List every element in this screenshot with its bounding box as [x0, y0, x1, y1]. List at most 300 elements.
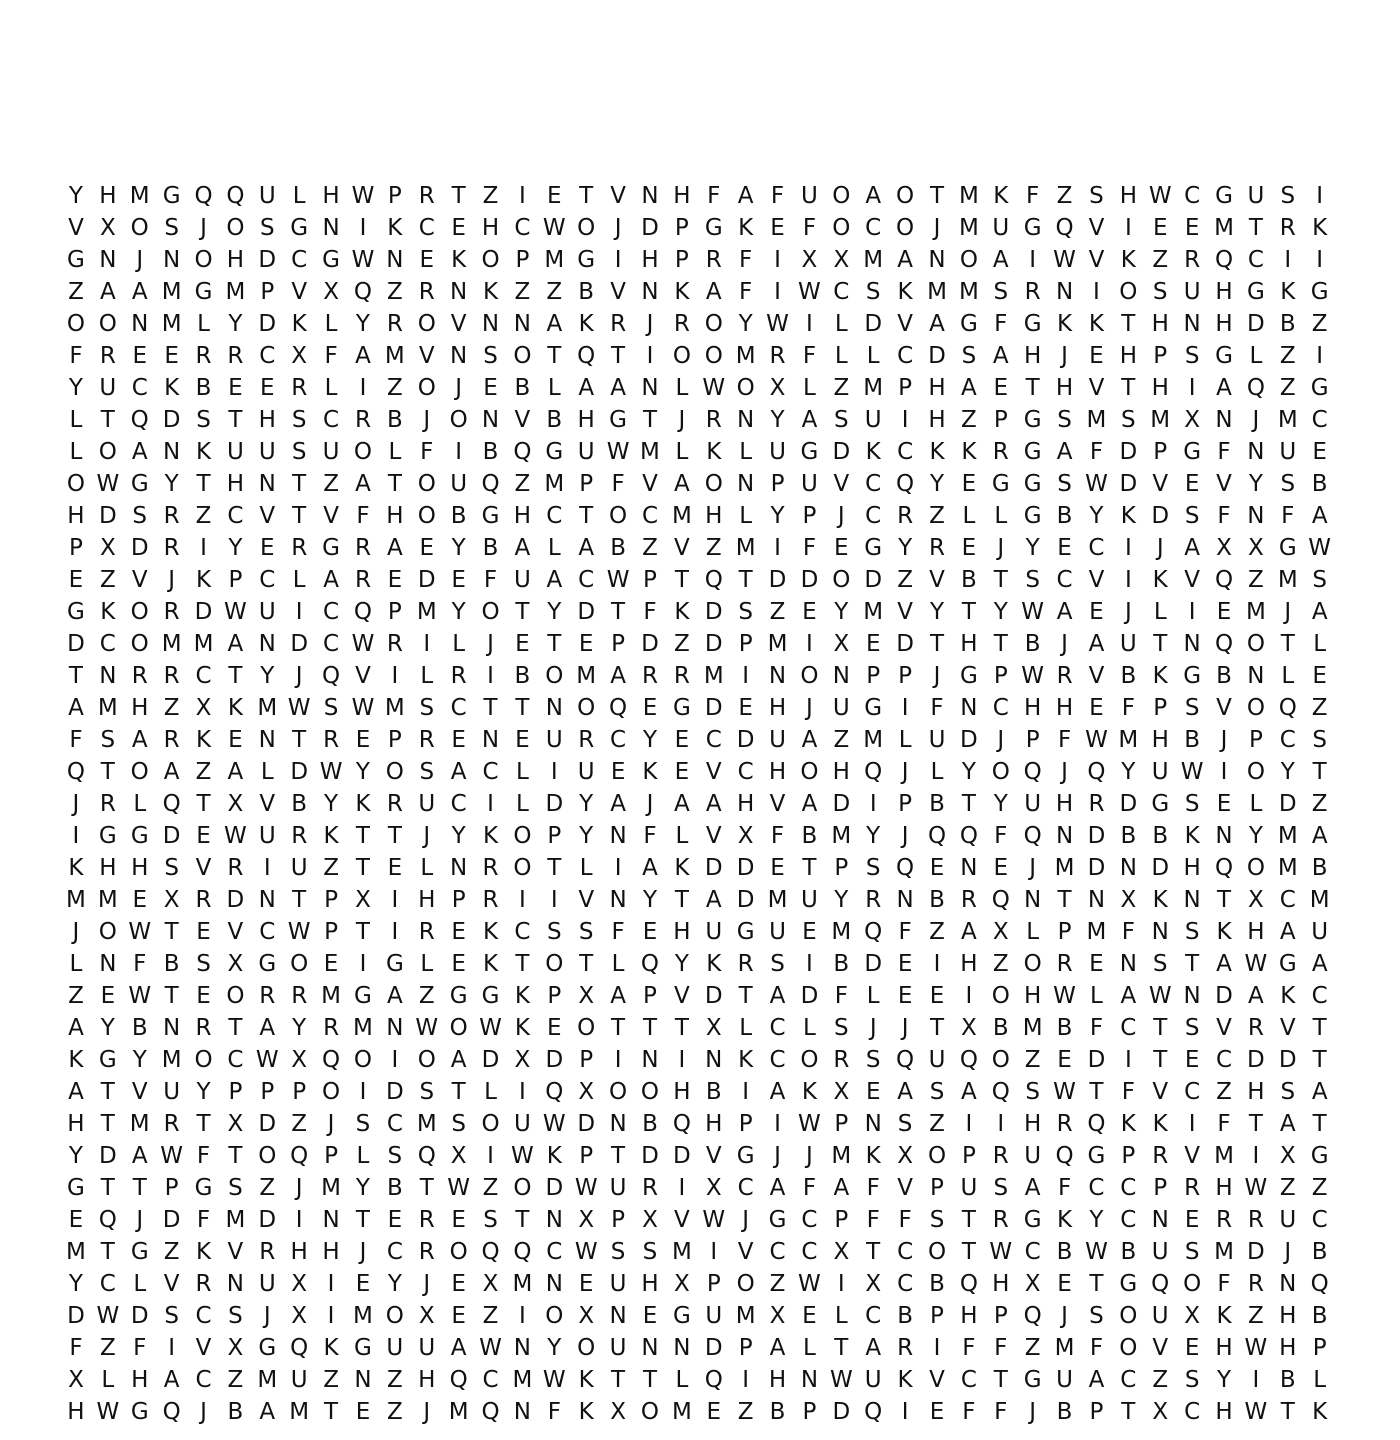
- grid-letter[interactable]: A: [1216, 375, 1232, 401]
- grid-letter[interactable]: H: [1183, 855, 1201, 881]
- grid-letter[interactable]: S: [1025, 567, 1040, 593]
- grid-letter[interactable]: O: [1119, 1303, 1138, 1329]
- grid-letter[interactable]: W: [1021, 599, 1045, 625]
- grid-letter[interactable]: O: [577, 695, 596, 721]
- grid-letter[interactable]: P: [993, 1303, 1008, 1329]
- grid-letter[interactable]: E: [642, 919, 658, 945]
- grid-letter[interactable]: H: [832, 759, 850, 785]
- grid-letter[interactable]: Q: [1214, 567, 1234, 593]
- grid-letter[interactable]: K: [674, 279, 690, 305]
- grid-letter[interactable]: W: [1148, 983, 1172, 1009]
- grid-letter[interactable]: W: [1244, 1175, 1268, 1201]
- grid-letter[interactable]: Y: [196, 1079, 211, 1105]
- grid-letter[interactable]: W: [798, 1111, 821, 1137]
- grid-letter[interactable]: E: [802, 919, 817, 945]
- grid-letter[interactable]: P: [260, 279, 275, 305]
- grid-letter[interactable]: S: [196, 951, 211, 977]
- grid-letter[interactable]: J: [136, 247, 144, 273]
- grid-letter[interactable]: A: [131, 727, 148, 753]
- grid-letter[interactable]: N: [322, 1207, 340, 1233]
- grid-letter[interactable]: W: [606, 439, 630, 465]
- grid-letter[interactable]: H: [1247, 1079, 1265, 1105]
- grid-letter[interactable]: H: [1151, 311, 1169, 337]
- grid-letter[interactable]: I: [519, 183, 526, 209]
- grid-letter[interactable]: L: [324, 311, 338, 337]
- grid-letter[interactable]: S: [483, 343, 498, 369]
- grid-letter[interactable]: Z: [323, 855, 339, 881]
- grid-letter[interactable]: X: [992, 919, 1009, 945]
- grid-letter[interactable]: K: [1057, 1207, 1073, 1233]
- grid-letter[interactable]: V: [195, 855, 212, 881]
- grid-letter[interactable]: Q: [704, 1367, 723, 1393]
- grid-letter[interactable]: L: [803, 1335, 816, 1361]
- grid-letter[interactable]: T: [355, 823, 370, 849]
- grid-letter[interactable]: B: [897, 1303, 913, 1329]
- grid-letter[interactable]: L: [994, 503, 1008, 529]
- grid-letter[interactable]: W: [479, 1335, 502, 1361]
- grid-letter[interactable]: M: [257, 695, 278, 721]
- grid-letter[interactable]: G: [768, 1207, 787, 1233]
- grid-letter[interactable]: V: [1152, 1079, 1169, 1105]
- grid-letter[interactable]: R: [163, 663, 180, 689]
- grid-letter[interactable]: C: [1184, 1399, 1201, 1425]
- grid-letter[interactable]: G: [1246, 279, 1265, 305]
- grid-letter[interactable]: T: [451, 1079, 466, 1105]
- grid-letter[interactable]: T: [929, 1015, 945, 1041]
- grid-letter[interactable]: Y: [866, 823, 881, 849]
- grid-letter[interactable]: N: [896, 887, 914, 913]
- grid-letter[interactable]: X: [897, 1143, 913, 1169]
- grid-letter[interactable]: H: [960, 631, 978, 657]
- grid-letter[interactable]: R: [1056, 951, 1073, 977]
- grid-letter[interactable]: C: [418, 215, 435, 241]
- grid-letter[interactable]: O: [385, 759, 404, 785]
- grid-letter[interactable]: M: [1086, 919, 1107, 945]
- grid-letter[interactable]: D: [1151, 855, 1170, 881]
- grid-letter[interactable]: I: [806, 951, 813, 977]
- grid-letter[interactable]: J: [200, 215, 207, 241]
- grid-letter[interactable]: I: [1093, 279, 1100, 305]
- grid-letter[interactable]: D: [385, 1079, 404, 1105]
- grid-letter[interactable]: O: [704, 471, 723, 497]
- grid-letter[interactable]: Q: [1087, 759, 1106, 785]
- grid-letter[interactable]: A: [642, 855, 658, 881]
- grid-letter[interactable]: Q: [1278, 695, 1297, 721]
- grid-letter[interactable]: Q: [1023, 759, 1042, 785]
- grid-letter[interactable]: F: [611, 919, 625, 945]
- grid-letter[interactable]: E: [674, 727, 690, 753]
- grid-letter[interactable]: O: [1246, 759, 1265, 785]
- grid-letter[interactable]: A: [674, 791, 690, 817]
- grid-letter[interactable]: H: [1215, 1335, 1233, 1361]
- grid-letter[interactable]: I: [806, 631, 813, 657]
- grid-letter[interactable]: S: [1280, 183, 1296, 209]
- grid-letter[interactable]: T: [579, 951, 594, 977]
- grid-letter[interactable]: T: [515, 1207, 530, 1233]
- grid-letter[interactable]: X: [227, 1111, 244, 1137]
- grid-letter[interactable]: C: [1184, 1079, 1201, 1105]
- grid-letter[interactable]: G: [1087, 1143, 1106, 1169]
- grid-letter[interactable]: H: [322, 1239, 340, 1265]
- grid-letter[interactable]: K: [291, 311, 307, 337]
- grid-letter[interactable]: Z: [291, 1111, 308, 1137]
- grid-letter[interactable]: R: [705, 247, 722, 273]
- grid-letter[interactable]: N: [1247, 439, 1265, 465]
- grid-letter[interactable]: W: [1244, 951, 1268, 977]
- grid-letter[interactable]: L: [516, 759, 529, 785]
- grid-letter[interactable]: N: [1183, 983, 1201, 1009]
- grid-letter[interactable]: C: [897, 1271, 914, 1297]
- grid-letter[interactable]: U: [1119, 631, 1137, 657]
- grid-letter[interactable]: F: [962, 1399, 976, 1425]
- grid-letter[interactable]: Q: [481, 471, 500, 497]
- grid-letter[interactable]: F: [930, 695, 944, 721]
- grid-letter[interactable]: F: [802, 535, 817, 561]
- grid-letter[interactable]: E: [674, 759, 690, 785]
- grid-letter[interactable]: Y: [1089, 1207, 1104, 1233]
- grid-letter[interactable]: F: [1121, 695, 1135, 721]
- grid-letter[interactable]: S: [164, 1303, 179, 1329]
- grid-letter[interactable]: N: [1151, 1207, 1169, 1233]
- grid-letter[interactable]: T: [611, 1367, 626, 1393]
- grid-letter[interactable]: H: [1151, 727, 1169, 753]
- grid-letter[interactable]: Z: [68, 279, 84, 305]
- grid-letter[interactable]: H: [1119, 183, 1137, 209]
- grid-letter[interactable]: I: [933, 1335, 941, 1361]
- grid-letter[interactable]: O: [98, 311, 117, 337]
- grid-letter[interactable]: C: [801, 1207, 818, 1233]
- grid-letter[interactable]: W: [1053, 983, 1076, 1009]
- grid-letter[interactable]: R: [897, 1335, 914, 1361]
- grid-letter[interactable]: J: [295, 663, 303, 689]
- grid-letter[interactable]: K: [1152, 1111, 1168, 1137]
- grid-letter[interactable]: R: [259, 1239, 276, 1265]
- grid-letter[interactable]: I: [1124, 1047, 1132, 1073]
- grid-letter[interactable]: S: [323, 695, 339, 721]
- grid-letter[interactable]: E: [1216, 599, 1232, 625]
- grid-letter[interactable]: E: [961, 471, 977, 497]
- grid-letter[interactable]: V: [450, 311, 467, 337]
- grid-letter[interactable]: W: [1085, 1239, 1108, 1265]
- grid-letter[interactable]: Y: [164, 471, 179, 497]
- grid-letter[interactable]: G: [959, 663, 978, 689]
- grid-letter[interactable]: F: [1026, 183, 1040, 209]
- grid-letter[interactable]: Q: [1087, 1111, 1106, 1137]
- grid-letter[interactable]: M: [1277, 567, 1298, 593]
- grid-letter[interactable]: V: [1152, 1335, 1169, 1361]
- grid-letter[interactable]: L: [484, 1079, 497, 1105]
- grid-letter[interactable]: F: [994, 1399, 1008, 1425]
- grid-letter[interactable]: F: [707, 183, 721, 209]
- grid-letter[interactable]: O: [513, 855, 532, 881]
- grid-letter[interactable]: D: [641, 631, 659, 657]
- grid-letter[interactable]: F: [770, 823, 785, 849]
- grid-letter[interactable]: M: [1214, 215, 1234, 241]
- grid-letter[interactable]: O: [130, 215, 149, 241]
- grid-letter[interactable]: L: [133, 791, 147, 817]
- grid-letter[interactable]: J: [806, 695, 813, 721]
- grid-letter[interactable]: Z: [1248, 1303, 1264, 1329]
- grid-letter[interactable]: R: [929, 535, 945, 561]
- grid-letter[interactable]: U: [322, 439, 340, 465]
- grid-letter[interactable]: Z: [386, 1367, 403, 1393]
- grid-letter[interactable]: X: [195, 695, 212, 721]
- grid-letter[interactable]: N: [1055, 823, 1074, 849]
- grid-letter[interactable]: V: [514, 407, 531, 433]
- grid-letter[interactable]: L: [1313, 1367, 1327, 1393]
- grid-letter[interactable]: Z: [769, 1271, 786, 1297]
- grid-letter[interactable]: C: [227, 1047, 244, 1073]
- grid-letter[interactable]: W: [224, 599, 247, 625]
- grid-letter[interactable]: C: [259, 919, 276, 945]
- grid-letter[interactable]: S: [1184, 919, 1200, 945]
- grid-letter[interactable]: G: [1023, 439, 1042, 465]
- grid-letter[interactable]: G: [322, 535, 340, 561]
- grid-letter[interactable]: A: [450, 1335, 467, 1361]
- grid-letter[interactable]: T: [515, 695, 530, 721]
- grid-letter[interactable]: E: [451, 567, 466, 593]
- grid-letter[interactable]: P: [1153, 1175, 1168, 1201]
- grid-letter[interactable]: G: [290, 215, 309, 241]
- grid-letter[interactable]: T: [674, 1015, 689, 1041]
- grid-letter[interactable]: Y: [642, 887, 657, 913]
- grid-letter[interactable]: Y: [68, 1271, 83, 1297]
- grid-letter[interactable]: P: [930, 1303, 944, 1329]
- grid-letter[interactable]: Y: [579, 791, 594, 817]
- grid-letter[interactable]: N: [545, 1271, 563, 1297]
- grid-letter[interactable]: X: [961, 1015, 977, 1041]
- grid-letter[interactable]: H: [131, 695, 149, 721]
- grid-letter[interactable]: A: [1311, 1079, 1328, 1105]
- grid-letter[interactable]: H: [1215, 311, 1233, 337]
- grid-letter[interactable]: F: [69, 727, 83, 753]
- grid-letter[interactable]: N: [641, 375, 659, 401]
- grid-letter[interactable]: B: [1056, 1015, 1073, 1041]
- grid-letter[interactable]: T: [674, 567, 689, 593]
- grid-letter[interactable]: E: [706, 1399, 722, 1425]
- grid-letter[interactable]: M: [161, 279, 182, 305]
- grid-letter[interactable]: X: [227, 1335, 244, 1361]
- grid-letter[interactable]: T: [292, 727, 307, 753]
- grid-letter[interactable]: Y: [547, 599, 562, 625]
- grid-letter[interactable]: G: [545, 439, 564, 465]
- grid-letter[interactable]: H: [131, 855, 149, 881]
- grid-letter[interactable]: O: [226, 983, 245, 1009]
- grid-letter[interactable]: D: [800, 983, 819, 1009]
- grid-letter[interactable]: D: [896, 631, 914, 657]
- grid-letter[interactable]: G: [194, 279, 213, 305]
- grid-letter[interactable]: U: [99, 375, 117, 401]
- grid-letter[interactable]: F: [1217, 1111, 1231, 1137]
- grid-letter[interactable]: Z: [482, 1175, 499, 1201]
- grid-letter[interactable]: Y: [451, 599, 466, 625]
- grid-letter[interactable]: H: [705, 503, 723, 529]
- grid-letter[interactable]: T: [292, 471, 307, 497]
- grid-letter[interactable]: K: [1120, 247, 1136, 273]
- grid-letter[interactable]: C: [897, 343, 914, 369]
- grid-letter[interactable]: F: [994, 311, 1008, 337]
- grid-letter[interactable]: B: [1120, 663, 1137, 689]
- grid-letter[interactable]: E: [770, 215, 785, 241]
- grid-letter[interactable]: S: [1312, 567, 1327, 593]
- grid-letter[interactable]: U: [577, 439, 595, 465]
- grid-letter[interactable]: H: [1055, 375, 1074, 401]
- grid-letter[interactable]: E: [929, 983, 945, 1009]
- grid-letter[interactable]: O: [896, 183, 915, 209]
- grid-letter[interactable]: Q: [66, 759, 85, 785]
- grid-letter[interactable]: I: [200, 535, 207, 561]
- grid-letter[interactable]: D: [704, 695, 723, 721]
- grid-letter[interactable]: M: [321, 983, 341, 1009]
- grid-letter[interactable]: Z: [259, 1175, 276, 1201]
- grid-letter[interactable]: V: [705, 823, 722, 849]
- grid-letter[interactable]: K: [546, 1143, 562, 1169]
- grid-letter[interactable]: L: [356, 1143, 370, 1169]
- grid-letter[interactable]: J: [1252, 407, 1260, 433]
- grid-letter[interactable]: R: [1247, 1271, 1264, 1297]
- grid-letter[interactable]: I: [455, 439, 463, 465]
- grid-letter[interactable]: X: [578, 1303, 595, 1329]
- grid-letter[interactable]: A: [897, 1079, 913, 1105]
- grid-letter[interactable]: M: [129, 183, 150, 209]
- grid-letter[interactable]: G: [130, 471, 149, 497]
- grid-letter[interactable]: Y: [929, 471, 945, 497]
- grid-letter[interactable]: J: [806, 1143, 813, 1169]
- grid-letter[interactable]: L: [834, 1303, 848, 1329]
- grid-letter[interactable]: B: [833, 951, 850, 977]
- grid-letter[interactable]: D: [736, 727, 755, 753]
- grid-letter[interactable]: B: [929, 791, 945, 817]
- grid-letter[interactable]: R: [99, 791, 116, 817]
- grid-letter[interactable]: S: [1057, 471, 1072, 497]
- grid-letter[interactable]: J: [901, 1015, 909, 1041]
- grid-letter[interactable]: W: [128, 983, 152, 1009]
- grid-letter[interactable]: A: [323, 567, 339, 593]
- grid-letter[interactable]: D: [928, 343, 946, 369]
- grid-letter[interactable]: I: [1124, 215, 1132, 241]
- grid-letter[interactable]: M: [958, 215, 979, 241]
- grid-letter[interactable]: W: [1148, 183, 1172, 209]
- grid-letter[interactable]: B: [1216, 663, 1232, 689]
- grid-letter[interactable]: D: [864, 567, 883, 593]
- grid-letter[interactable]: B: [1184, 727, 1200, 753]
- grid-letter[interactable]: I: [742, 1079, 750, 1105]
- grid-letter[interactable]: Y: [1216, 1367, 1232, 1393]
- grid-letter[interactable]: O: [800, 759, 819, 785]
- grid-letter[interactable]: P: [228, 1079, 243, 1105]
- grid-letter[interactable]: B: [546, 407, 563, 433]
- grid-letter[interactable]: Q: [1214, 631, 1234, 657]
- grid-letter[interactable]: S: [547, 919, 562, 945]
- grid-letter[interactable]: U: [928, 1047, 946, 1073]
- grid-letter[interactable]: G: [736, 919, 755, 945]
- grid-letter[interactable]: L: [547, 535, 561, 561]
- grid-letter[interactable]: X: [705, 1175, 722, 1201]
- grid-letter[interactable]: K: [961, 439, 977, 465]
- grid-letter[interactable]: M: [1277, 407, 1298, 433]
- grid-letter[interactable]: H: [768, 1367, 787, 1393]
- grid-letter[interactable]: R: [195, 343, 212, 369]
- grid-letter[interactable]: V: [897, 599, 913, 625]
- grid-letter[interactable]: D: [130, 1303, 149, 1329]
- grid-letter[interactable]: H: [481, 215, 500, 241]
- grid-letter[interactable]: T: [802, 855, 817, 881]
- grid-letter[interactable]: S: [993, 279, 1009, 305]
- grid-letter[interactable]: Q: [896, 855, 915, 881]
- grid-letter[interactable]: O: [1119, 279, 1138, 305]
- grid-letter[interactable]: U: [1024, 1143, 1042, 1169]
- grid-letter[interactable]: S: [132, 503, 148, 529]
- grid-letter[interactable]: M: [97, 695, 118, 721]
- grid-letter[interactable]: D: [960, 727, 978, 753]
- grid-letter[interactable]: K: [1152, 887, 1168, 913]
- grid-letter[interactable]: G: [194, 1175, 213, 1201]
- grid-letter[interactable]: Y: [387, 1271, 402, 1297]
- grid-letter[interactable]: T: [355, 919, 370, 945]
- grid-letter[interactable]: U: [705, 919, 723, 945]
- grid-letter[interactable]: M: [448, 1399, 469, 1425]
- grid-letter[interactable]: U: [163, 1079, 181, 1105]
- grid-letter[interactable]: J: [1220, 727, 1228, 753]
- grid-letter[interactable]: R: [418, 1207, 435, 1233]
- grid-letter[interactable]: R: [163, 503, 180, 529]
- grid-letter[interactable]: D: [545, 791, 564, 817]
- grid-letter[interactable]: M: [384, 343, 405, 369]
- grid-letter[interactable]: P: [898, 663, 913, 689]
- grid-letter[interactable]: S: [1280, 1079, 1296, 1105]
- grid-letter[interactable]: U: [1183, 279, 1201, 305]
- grid-letter[interactable]: U: [290, 1367, 308, 1393]
- grid-letter[interactable]: O: [417, 1047, 436, 1073]
- grid-letter[interactable]: A: [610, 791, 626, 817]
- grid-letter[interactable]: T: [1121, 1399, 1136, 1425]
- grid-letter[interactable]: E: [865, 1079, 881, 1105]
- grid-letter[interactable]: U: [258, 823, 276, 849]
- grid-letter[interactable]: T: [929, 183, 945, 209]
- grid-letter[interactable]: C: [737, 1175, 754, 1201]
- grid-letter[interactable]: D: [258, 1207, 277, 1233]
- grid-letter[interactable]: C: [291, 247, 308, 273]
- grid-letter[interactable]: G: [1215, 183, 1233, 209]
- grid-letter[interactable]: I: [391, 887, 399, 913]
- grid-letter[interactable]: R: [960, 887, 977, 913]
- grid-letter[interactable]: C: [610, 727, 627, 753]
- grid-letter[interactable]: T: [866, 1239, 881, 1265]
- grid-letter[interactable]: T: [993, 567, 1008, 593]
- grid-letter[interactable]: L: [1249, 791, 1263, 817]
- grid-letter[interactable]: E: [802, 1303, 817, 1329]
- grid-letter[interactable]: F: [834, 983, 848, 1009]
- grid-letter[interactable]: Z: [769, 599, 786, 625]
- grid-letter[interactable]: E: [1089, 343, 1104, 369]
- grid-letter[interactable]: R: [291, 535, 308, 561]
- grid-letter[interactable]: W: [1053, 1079, 1076, 1105]
- grid-letter[interactable]: Y: [68, 375, 83, 401]
- grid-letter[interactable]: G: [98, 823, 117, 849]
- grid-letter[interactable]: Q: [481, 1399, 500, 1425]
- grid-letter[interactable]: O: [353, 439, 373, 465]
- grid-letter[interactable]: X: [227, 951, 244, 977]
- grid-letter[interactable]: T: [451, 183, 466, 209]
- grid-letter[interactable]: E: [1089, 695, 1104, 721]
- grid-letter[interactable]: A: [578, 535, 595, 561]
- grid-letter[interactable]: V: [769, 791, 786, 817]
- grid-letter[interactable]: K: [195, 1239, 212, 1265]
- grid-letter[interactable]: S: [1121, 407, 1136, 433]
- grid-letter[interactable]: G: [736, 1143, 755, 1169]
- grid-letter[interactable]: K: [1184, 823, 1200, 849]
- grid-letter[interactable]: S: [1280, 471, 1296, 497]
